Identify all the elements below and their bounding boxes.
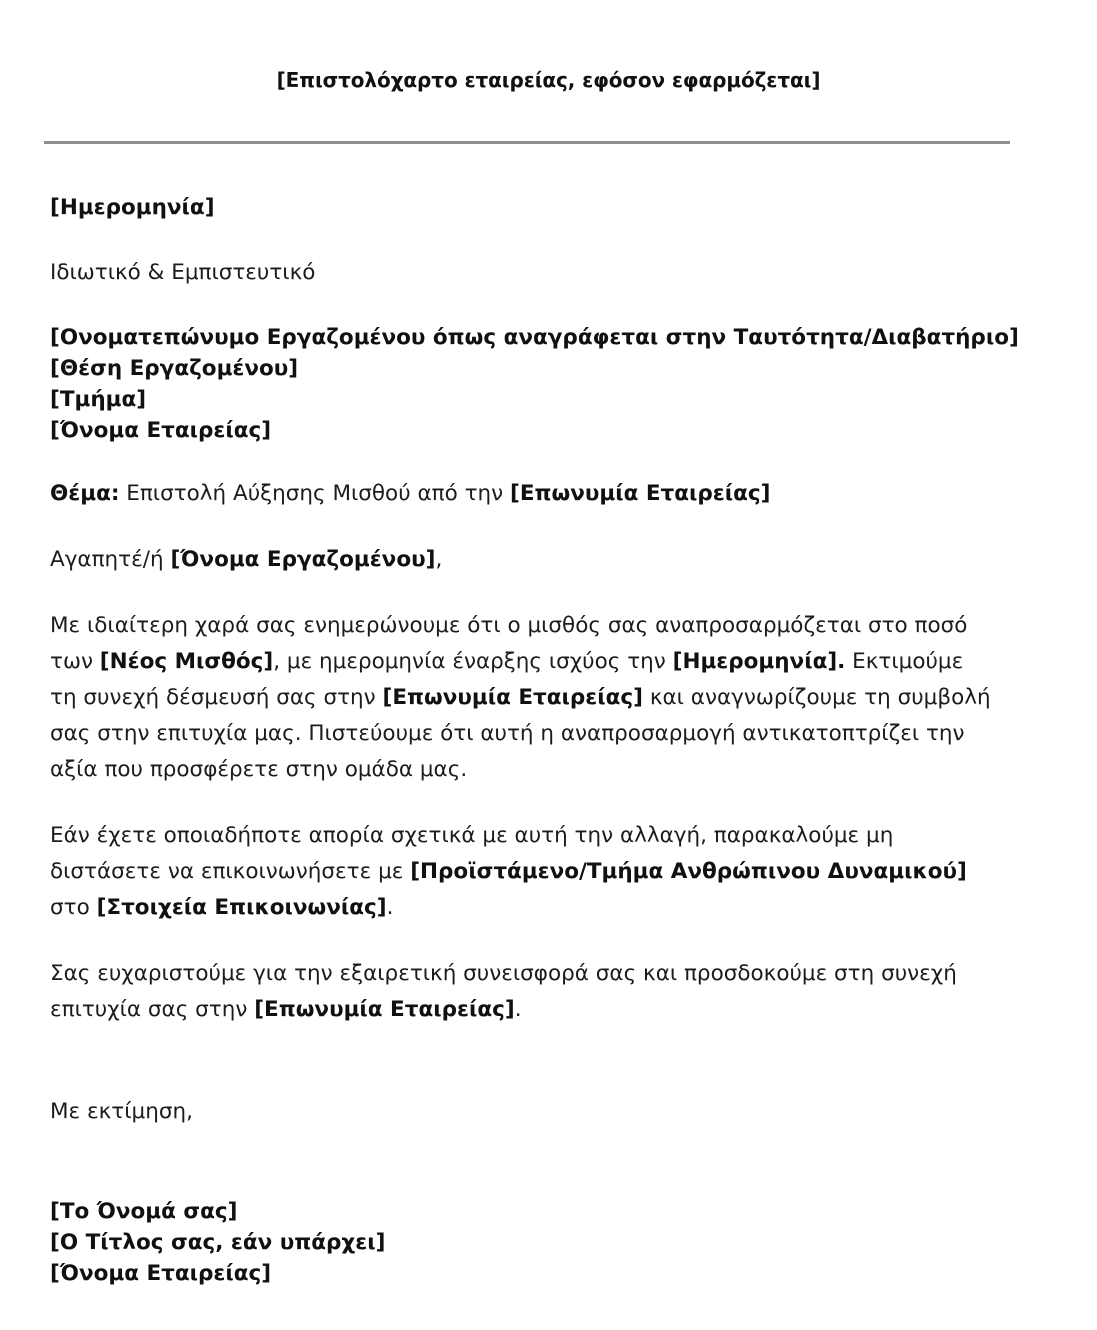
company-name-placeholder-closing: [Επωνυμία Εταιρείας] — [254, 997, 515, 1022]
paragraph-salary-adjustment — [50, 608, 992, 788]
p3-segment-1: Σας ευχαριστούμε για την εξαιρετική συνεισφορά σας και προσδοκούμε στη συνεχή επιτυχία σας στην — [50, 961, 957, 1022]
p2-segment-3: . — [386, 895, 394, 920]
salutation — [50, 542, 992, 578]
company-name-placeholder: [Επωνυμία Εταιρείας] — [382, 685, 643, 710]
paragraph-thanks — [50, 956, 992, 1028]
spacer — [50, 926, 992, 956]
spacer — [50, 512, 992, 542]
salutation-prefix: Αγαπητέ/ή — [50, 547, 171, 572]
p1-segment-2: , με ημερομηνία έναρξης ισχύος την — [273, 649, 673, 674]
spacer — [50, 578, 992, 608]
spacer — [50, 788, 992, 818]
subject-label: Θέμα: — [50, 481, 120, 506]
p2-segment-2: στο — [50, 895, 97, 920]
letter-body — [50, 192, 1019, 1289]
recipient-department: [Τμήμα] — [50, 387, 147, 412]
confidentiality-notice: Ιδιωτικό & Εμπιστευτικό — [50, 260, 316, 285]
date-placeholder: [Ημερομηνία] — [50, 195, 215, 220]
new-salary-placeholder: [Νέος Μισθός] — [99, 649, 274, 674]
spacer — [50, 224, 992, 255]
subject-company-placeholder: [Επωνυμία Εταιρείας] — [510, 481, 771, 506]
signer-name-placeholder: [Το Όνομά σας] — [50, 1199, 238, 1224]
closing-salutation: Με εκτίμηση, — [50, 1099, 193, 1124]
recipient-position: [Θέση Εργαζομένου] — [50, 356, 299, 381]
subject-line — [50, 476, 992, 512]
salutation-suffix: , — [435, 547, 443, 572]
signature-block — [50, 1196, 992, 1289]
p1-segment-3: Εκτιμούμε τη συνεχή δέσμευσή σας στην — [50, 649, 964, 710]
header-divider — [44, 141, 1010, 144]
spacer — [50, 291, 992, 322]
spacer — [50, 1130, 992, 1196]
recipient-name: [Ονοματεπώνυμο Εργαζομένου όπως αναγράφεται στην Ταυτότητα/Διαβατήριο] — [50, 325, 1019, 350]
recipient-company: [Όνομα Εταιρείας] — [50, 418, 272, 443]
paragraph-questions-contact — [50, 818, 992, 926]
p3-segment-2: . — [514, 997, 522, 1022]
hr-contact-placeholder: [Προϊστάμενο/Τμήμα Ανθρώπινου Δυναμικού] — [410, 859, 967, 884]
salutation-name-placeholder: [Όνομα Εργαζομένου] — [170, 547, 436, 572]
recipient-block — [50, 322, 1019, 446]
spacer — [50, 446, 992, 476]
signer-title-placeholder: [Ο Τίτλος σας, εάν υπάρχει] — [50, 1230, 386, 1255]
p2-segment-1: Εάν έχετε οποιαδήποτε απορία σχετικά με αυτή την αλλαγή, παρακαλούμε μη διστάσετε να επικοινωνήσετε με — [50, 823, 894, 884]
p1-segment-1: Με ιδιαίτερη χαρά σας ενημερώνουμε ότι ο μισθός σας αναπροσαρμόζεται στο ποσό των — [50, 613, 968, 674]
spacer — [50, 1028, 992, 1094]
subject-text: Επιστολή Αύξησης Μισθού από την — [119, 481, 511, 506]
contact-details-placeholder: [Στοιχεία Επικοινωνίας] — [96, 895, 387, 920]
signer-company-placeholder: [Όνομα Εταιρείας] — [50, 1261, 272, 1286]
letterhead-placeholder: [Επιστολόχαρτο εταιρείας, εφόσον εφαρμόζεται] — [276, 68, 821, 92]
p1-segment-4: και αναγνωρίζουμε τη συμβολή σας στην επιτυχία μας. Πιστεύουμε ότι αυτή η αναπροσαρμογή αντικατοπτρίζει την αξία που προσφέρετε στην ομάδα μας. — [50, 685, 991, 782]
effective-date-placeholder: [Ημερομηνία]. — [672, 649, 846, 674]
